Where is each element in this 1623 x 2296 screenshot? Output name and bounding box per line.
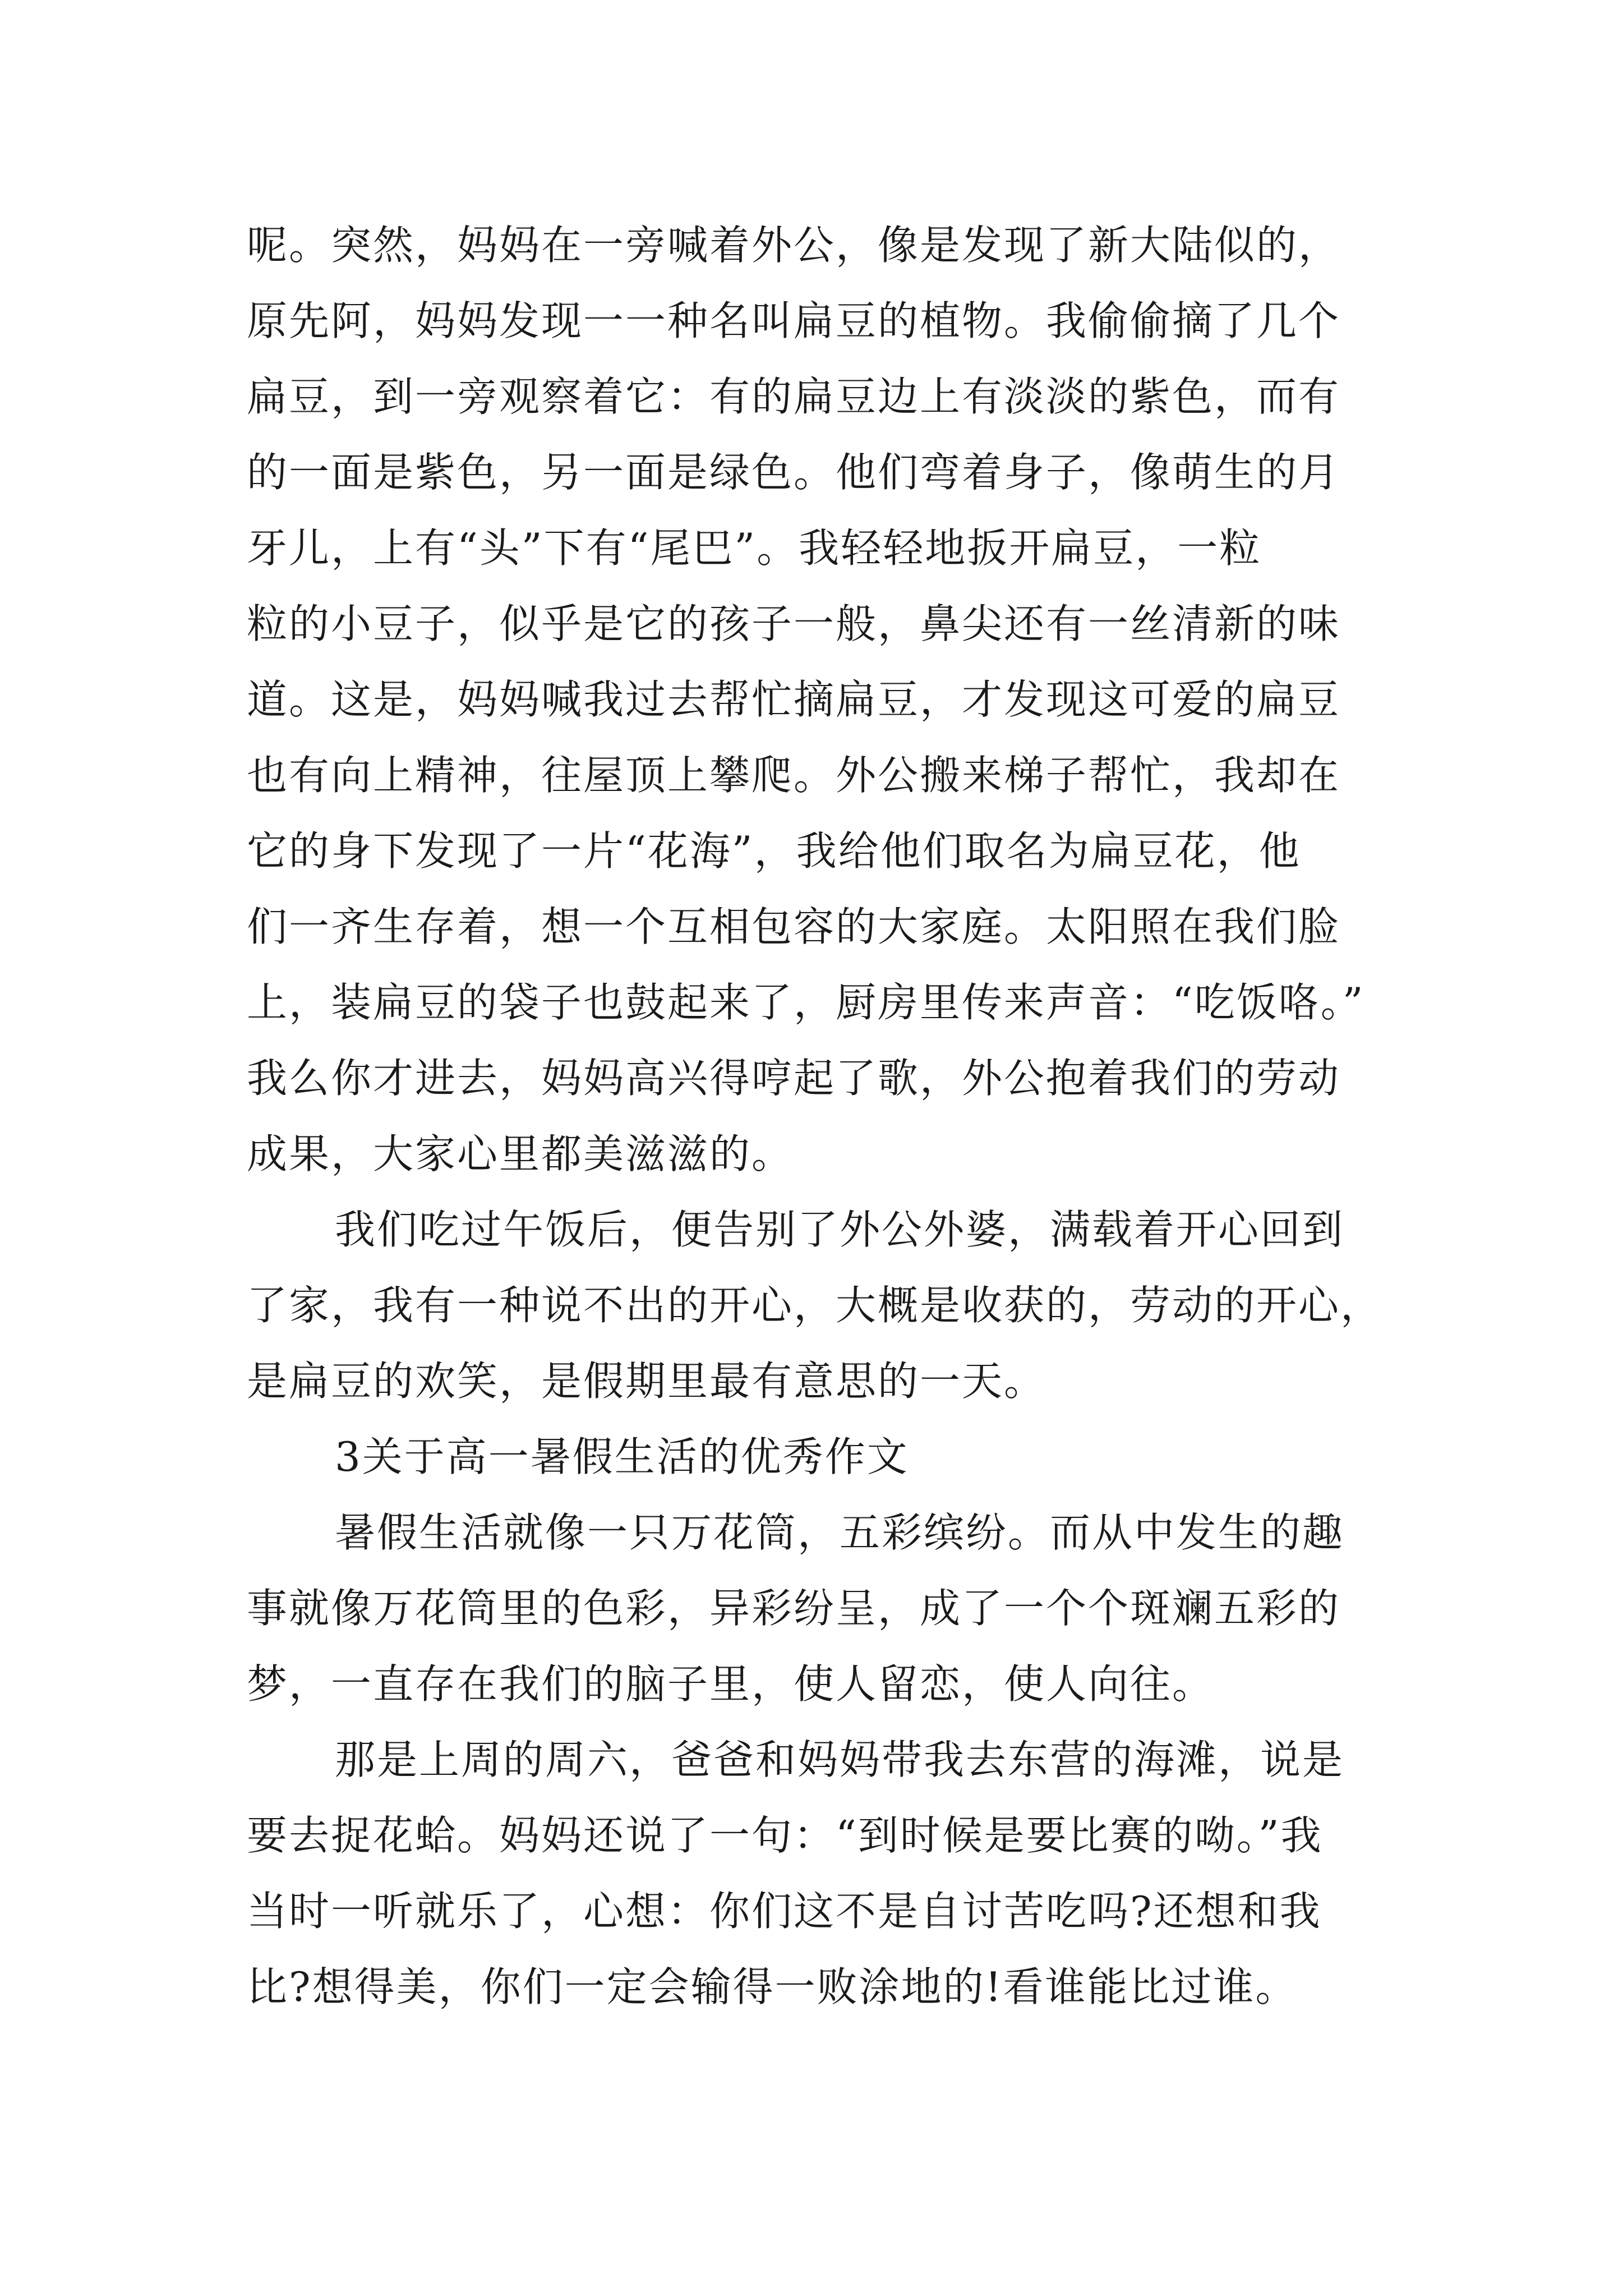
text-line: 成果，大家心里都美滋滋的。 [247, 1130, 794, 1177]
section-heading: 3关于高一暑假生活的优秀作文 [335, 1433, 909, 1480]
paragraph-start-line: 我们吃过午饭后，便告别了外公外婆，满载着开心回到 [335, 1206, 1345, 1253]
text-line: 也有向上精神，往屋顶上攀爬。外公搬来梯子帮忙，我却在 [247, 752, 1341, 799]
text-line: 的一面是紫色，另一面是绿色。他们弯着身子，像萌生的月 [247, 449, 1341, 496]
text-line: 要去捉花蛤。妈妈还说了一句：“到时候是要比赛的呦。”我 [247, 1812, 1323, 1859]
text-line: 扁豆，到一旁观察着它：有的扁豆边上有淡淡的紫色，而有 [247, 373, 1341, 420]
paragraph-start-line: 那是上周的周六，爸爸和妈妈带我去东营的海滩，说是 [335, 1736, 1345, 1783]
text-line: 原先阿，妈妈发现一一种名叫扁豆的植物。我偷偷摘了几个 [247, 297, 1341, 344]
text-line: 是扁豆的欢笑，是假期里最有意思的一天。 [247, 1358, 1046, 1405]
text-line: 牙儿，上有“头”下有“尾巴”。我轻轻地扳开扁豆，一粒 [247, 524, 1262, 572]
text-line: 道。这是，妈妈喊我过去帮忙摘扁豆，才发现这可爱的扁豆 [247, 676, 1341, 723]
text-line: 我么你才进去，妈妈高兴得哼起了歌，外公抱着我们的劳动 [247, 1055, 1341, 1102]
text-line: 事就像万花筒里的色彩，异彩纷呈，成了一个个斑斓五彩的 [247, 1585, 1341, 1632]
text-line: 了家，我有一种说不出的开心，大概是收获的，劳动的开心， [247, 1282, 1383, 1329]
text-line: 梦，一直存在我们的脑子里，使人留恋，使人向往。 [247, 1660, 1215, 1708]
paragraph-start-line: 暑假生活就像一只万花筒，五彩缤纷。而从中发生的趣 [335, 1509, 1345, 1556]
text-line: 粒的小豆子，似乎是它的孩子一般，鼻尖还有一丝清新的味 [247, 600, 1341, 647]
text-line: 呢。突然，妈妈在一旁喊着外公，像是发现了新大陆似的， [247, 222, 1341, 269]
text-line: 比?想得美，你们一定会输得一败涂地的!看谁能比过谁。 [247, 1963, 1298, 2010]
text-line: 它的身下发现了一片“花海”，我给他们取名为扁豆花，他 [247, 827, 1301, 875]
text-line: 上，装扁豆的袋子也鼓起来了，厨房里传来声音：“吃饭咯。” [247, 979, 1365, 1026]
text-line: 们一齐生存着，想一个互相包容的大家庭。太阳照在我们脸 [247, 903, 1341, 950]
text-line: 当时一听就乐了，心想：你们这不是自讨苦吃吗?还想和我 [247, 1888, 1322, 1935]
